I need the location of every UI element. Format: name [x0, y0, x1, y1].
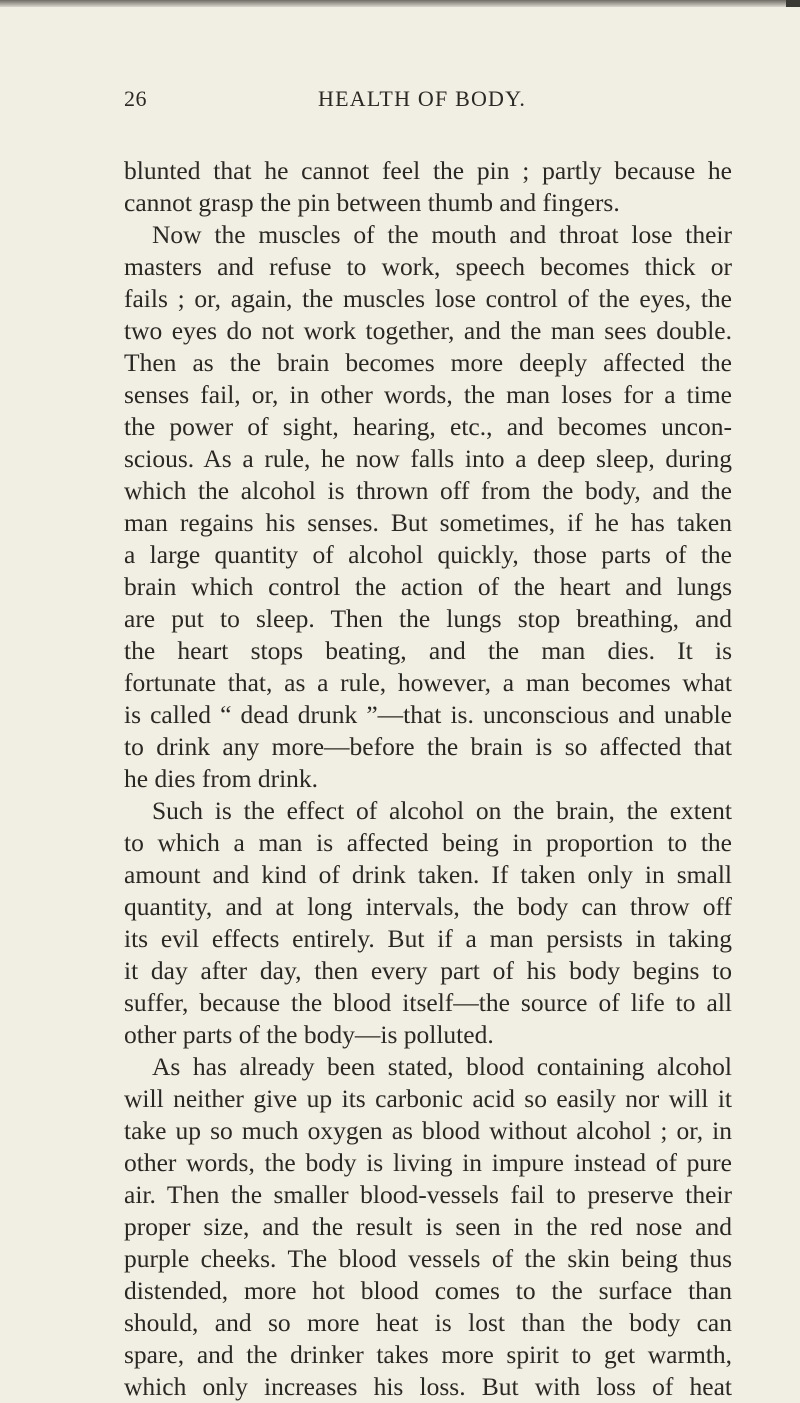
- text-line: cannot grasp the pin between thumb and fingers.: [124, 188, 620, 217]
- text-line: suffer, because the blood itself—the source of life to all: [124, 988, 732, 1017]
- text-line: are put to sleep. Then the lungs stop breathing, and: [124, 604, 732, 633]
- text-line: two eyes do not work together, and the man sees double.: [124, 316, 732, 345]
- running-head: [0, 86, 800, 116]
- text-line: blunted that he cannot feel the pin ; partly because he: [124, 156, 732, 185]
- paragraph-start-line: As has already been stated, blood containing alcohol: [152, 1052, 732, 1081]
- text-line: to which a man is affected being in proportion to the: [124, 828, 732, 857]
- text-line: its evil effects entirely. But if a man persists in taking: [124, 924, 732, 953]
- text-line: brain which control the action of the heart and lungs: [124, 572, 732, 601]
- text-line: proper size, and the result is seen in the red nose and: [124, 1212, 732, 1241]
- text-line: quantity, and at long intervals, the body can throw off: [124, 892, 732, 921]
- text-line: Then as the brain becomes more deeply affected the: [124, 348, 732, 377]
- page-number: 26: [124, 86, 147, 111]
- text-line: senses fail, or, in other words, the man loses for a time: [124, 380, 732, 409]
- text-line: he dies from drink.: [124, 764, 319, 793]
- text-line: it day after day, then every part of his body begins to: [124, 956, 732, 985]
- text-line: distended, more hot blood comes to the surface than: [124, 1276, 732, 1305]
- text-line: take up so much oxygen as blood without alcohol ; or, in: [124, 1116, 732, 1145]
- text-line: purple cheeks. The blood vessels of the skin being thus: [124, 1244, 732, 1273]
- text-line: the power of sight, hearing, etc., and becomes uncon-: [124, 412, 732, 441]
- top-edge-rule: [0, 0, 800, 7]
- text-line: spare, and the drinker takes more spirit to get warmth,: [124, 1340, 732, 1369]
- text-line: is called “ dead drunk ”—that is. unconscious and unable: [124, 700, 732, 729]
- text-line: other words, the body is living in impure instead of pure: [124, 1148, 732, 1177]
- text-line: other parts of the body—is polluted.: [124, 1020, 494, 1049]
- text-line: which only increases his loss. But with loss of heat: [124, 1372, 732, 1401]
- text-line: amount and kind of drink taken. If taken only in small: [124, 860, 732, 889]
- text-line: which the alcohol is thrown off from the body, and the: [124, 476, 732, 505]
- text-line: should, and so more heat is lost than the body can: [124, 1308, 732, 1337]
- text-line: to drink any more—before the brain is so affected that: [124, 732, 732, 761]
- text-line: fails ; or, again, the muscles lose control of the eyes, the: [124, 284, 732, 313]
- text-line: scious. As a rule, he now falls into a deep sleep, during: [124, 444, 732, 473]
- page-title: HEALTH OF BODY.: [318, 86, 527, 111]
- text-line: the heart stops beating, and the man dies. It is: [124, 636, 732, 665]
- paragraph-start-line: Now the muscles of the mouth and throat lose their: [152, 220, 732, 249]
- body-text: [124, 155, 732, 1403]
- text-line: a large quantity of alcohol quickly, those parts of the: [124, 540, 732, 569]
- text-line: masters and refuse to work, speech becomes thick or: [124, 252, 732, 281]
- text-line: man regains his senses. But sometimes, if he has taken: [124, 508, 732, 537]
- paragraph-start-line: Such is the effect of alcohol on the brain, the extent: [152, 796, 732, 825]
- text-line: air. Then the smaller blood-vessels fail to preserve their: [124, 1180, 732, 1209]
- text-line: fortunate that, as a rule, however, a man becomes what: [124, 668, 732, 697]
- text-line: will neither give up its carbonic acid so easily nor will it: [124, 1084, 732, 1113]
